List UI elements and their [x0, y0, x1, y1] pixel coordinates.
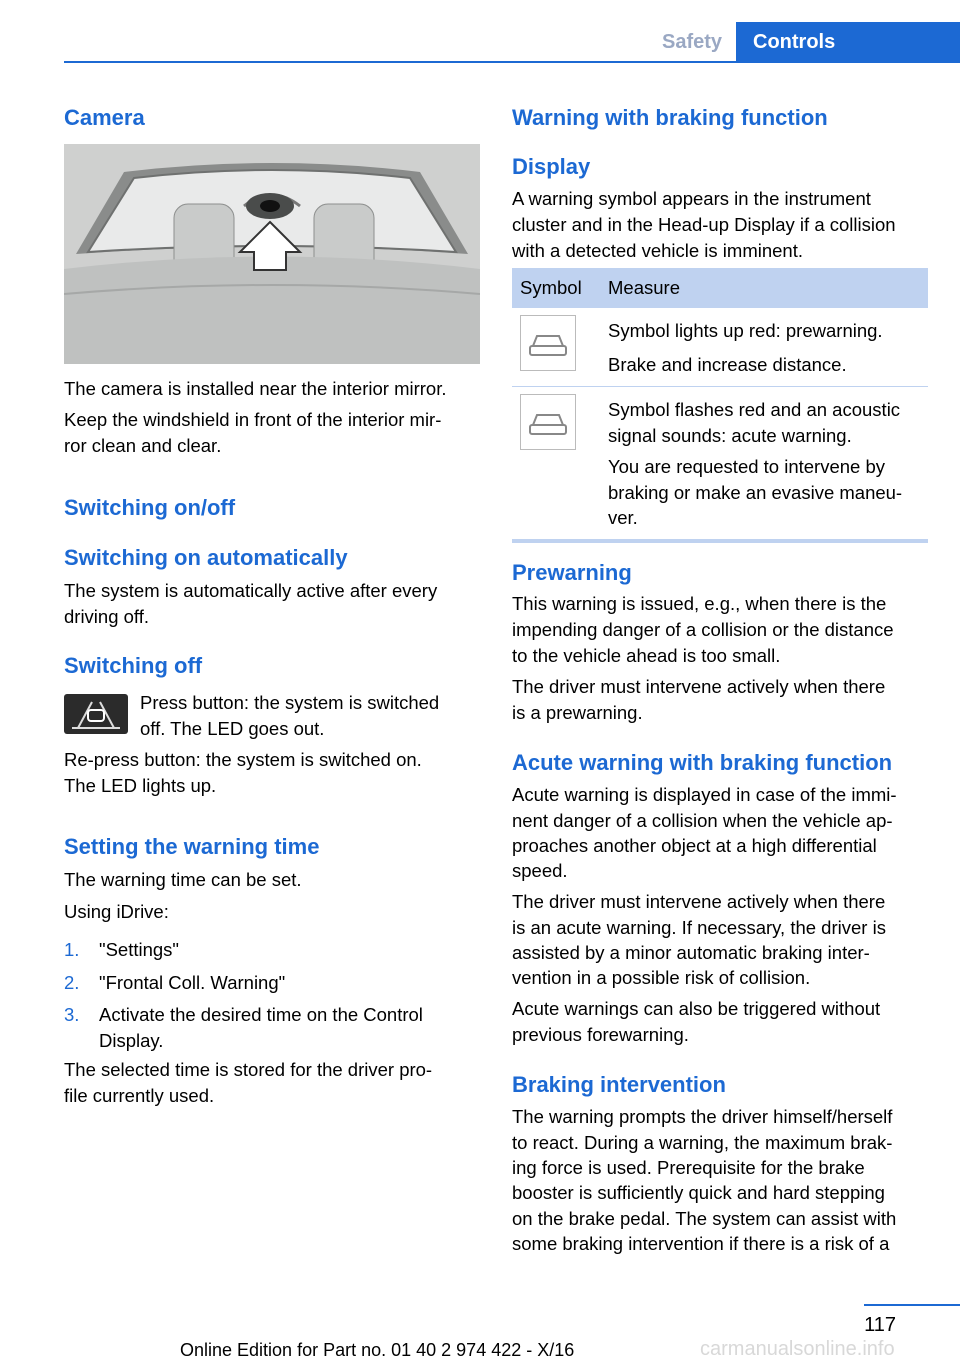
display-heading: Display [512, 154, 591, 179]
measure-cell: Symbol flashes red and an acoustic signal sounds: acute warning. You are requested to intervene by braking or make an evasive maneu‐ ver. [608, 399, 903, 529]
column-header-symbol: Symbol [512, 268, 600, 308]
braking-text-e: on the brake pedal. The system can assist with [512, 1208, 897, 1229]
list-item: 1. "Settings" [64, 939, 179, 960]
camera-location-image [64, 144, 480, 364]
acute-text-1d: speed. [512, 860, 568, 881]
car-warning-symbol-icon [520, 315, 576, 371]
list-item: 2. "Frontal Coll. Warning" [64, 971, 286, 993]
acute-warning-heading: Acute warning with braking function [512, 750, 893, 775]
table-row [512, 308, 928, 387]
display-text-c: with a detected vehicle is imminent. [512, 240, 803, 261]
car-interior-illustration [64, 144, 480, 364]
symbol-cell [512, 387, 600, 542]
off-text-2a: Re-press button: the system is switched on. [64, 749, 422, 770]
page-header [0, 0, 960, 62]
collision-warning-button-icon [64, 694, 128, 734]
camera-text-2b: ror clean and clear. [64, 435, 222, 456]
symbol-measure-table [512, 268, 928, 543]
acute-text-2c: assisted by a minor automatic braking inter‐ [512, 942, 870, 963]
prewarning-text-1b: impending danger of a collision or the distance [512, 619, 894, 640]
measure-cell: Symbol lights up red: prewarning. Brake and increase distance. [608, 320, 883, 375]
warning-time-text-2: Using iDrive: [64, 901, 169, 922]
acute-text-2b: is an acute warning. If necessary, the driver is [512, 917, 886, 938]
braking-intervention-heading: Braking intervention [512, 1072, 726, 1097]
acute-text-3a: Acute warnings can also be triggered without [512, 998, 881, 1019]
prewarning-text-1a: This warning is issued, e.g., when there is the [512, 593, 887, 614]
column-header-measure: Measure [600, 268, 928, 308]
acute-text-3b: previous forewarning. [512, 1024, 689, 1045]
acute-text-1a: Acute warning is displayed in case of the immi‐ [512, 784, 897, 805]
display-text-a: A warning symbol appears in the instrument [512, 188, 871, 209]
header-divider [64, 61, 960, 63]
braking-text-d: booster is sufficiently quick and hard stepping [512, 1182, 885, 1203]
table-row [512, 387, 928, 542]
edition-footer: Online Edition for Part no. 01 40 2 974 422 - X/16 [180, 1340, 575, 1360]
page-number: 117 [864, 1314, 896, 1336]
footer-divider [864, 1304, 960, 1306]
list-item: 3. Activate the desired time on the Control Display. [64, 1004, 423, 1051]
warning-time-heading: Setting the warning time [64, 834, 320, 859]
table-header-row [512, 268, 928, 308]
acute-text-2a: The driver must intervene actively when there [512, 891, 886, 912]
symbol-cell [512, 308, 600, 387]
auto-text-b: driving off. [64, 606, 150, 627]
prewarning-text-1c: to the vehicle ahead is too small. [512, 645, 781, 666]
prewarning-heading: Prewarning [512, 560, 632, 585]
off-heading: Switching off [64, 653, 203, 678]
braking-text-f: some braking intervention if there is a risk of a [512, 1233, 890, 1254]
prewarning-text-2b: is a prewarning. [512, 702, 643, 723]
acute-text-1c: proaches another object at a high differential [512, 835, 877, 856]
acute-text-2d: vention in a possible risk of collision. [512, 967, 811, 988]
warning-braking-heading: Warning with braking function [512, 105, 828, 130]
watermark: carmanualsonline.info [700, 1338, 895, 1360]
camera-heading: Camera [64, 105, 145, 130]
switching-heading: Switching on/off [64, 495, 236, 520]
camera-text-2a: Keep the windshield in front of the interior mir‐ [64, 409, 442, 430]
display-text-b: cluster and in the Head-up Display if a collision [512, 214, 896, 235]
prewarning-text-2a: The driver must intervene actively when there [512, 676, 886, 697]
warning-time-text-3b: file currently used. [64, 1085, 215, 1106]
section-tab-controls[interactable]: Controls [736, 22, 960, 62]
auto-heading: Switching on automatically [64, 545, 348, 570]
warning-time-text-1: The warning time can be set. [64, 869, 302, 890]
camera-text-1: The camera is installed near the interior mirror. [64, 378, 447, 399]
idrive-steps-list [64, 937, 480, 1060]
braking-text-a: The warning prompts the driver himself/herself [512, 1106, 893, 1127]
off-text-1a: Press button: the system is switched [140, 692, 440, 713]
acute-text-1b: nent danger of a collision when the vehicle ap‐ [512, 810, 893, 831]
warning-time-text-3a: The selected time is stored for the driver pro‐ [64, 1059, 433, 1080]
off-text-2b: The LED lights up. [64, 775, 217, 796]
auto-text-a: The system is automatically active after every [64, 580, 438, 601]
section-tab-safety[interactable]: Safety [661, 31, 723, 53]
car-warning-flashing-symbol-icon [520, 394, 576, 450]
braking-text-b: to react. During a warning, the maximum brak‐ [512, 1132, 893, 1153]
braking-text-c: ing force is used. Prerequisite for the brake [512, 1157, 865, 1178]
off-text-1b: off. The LED goes out. [140, 718, 325, 739]
